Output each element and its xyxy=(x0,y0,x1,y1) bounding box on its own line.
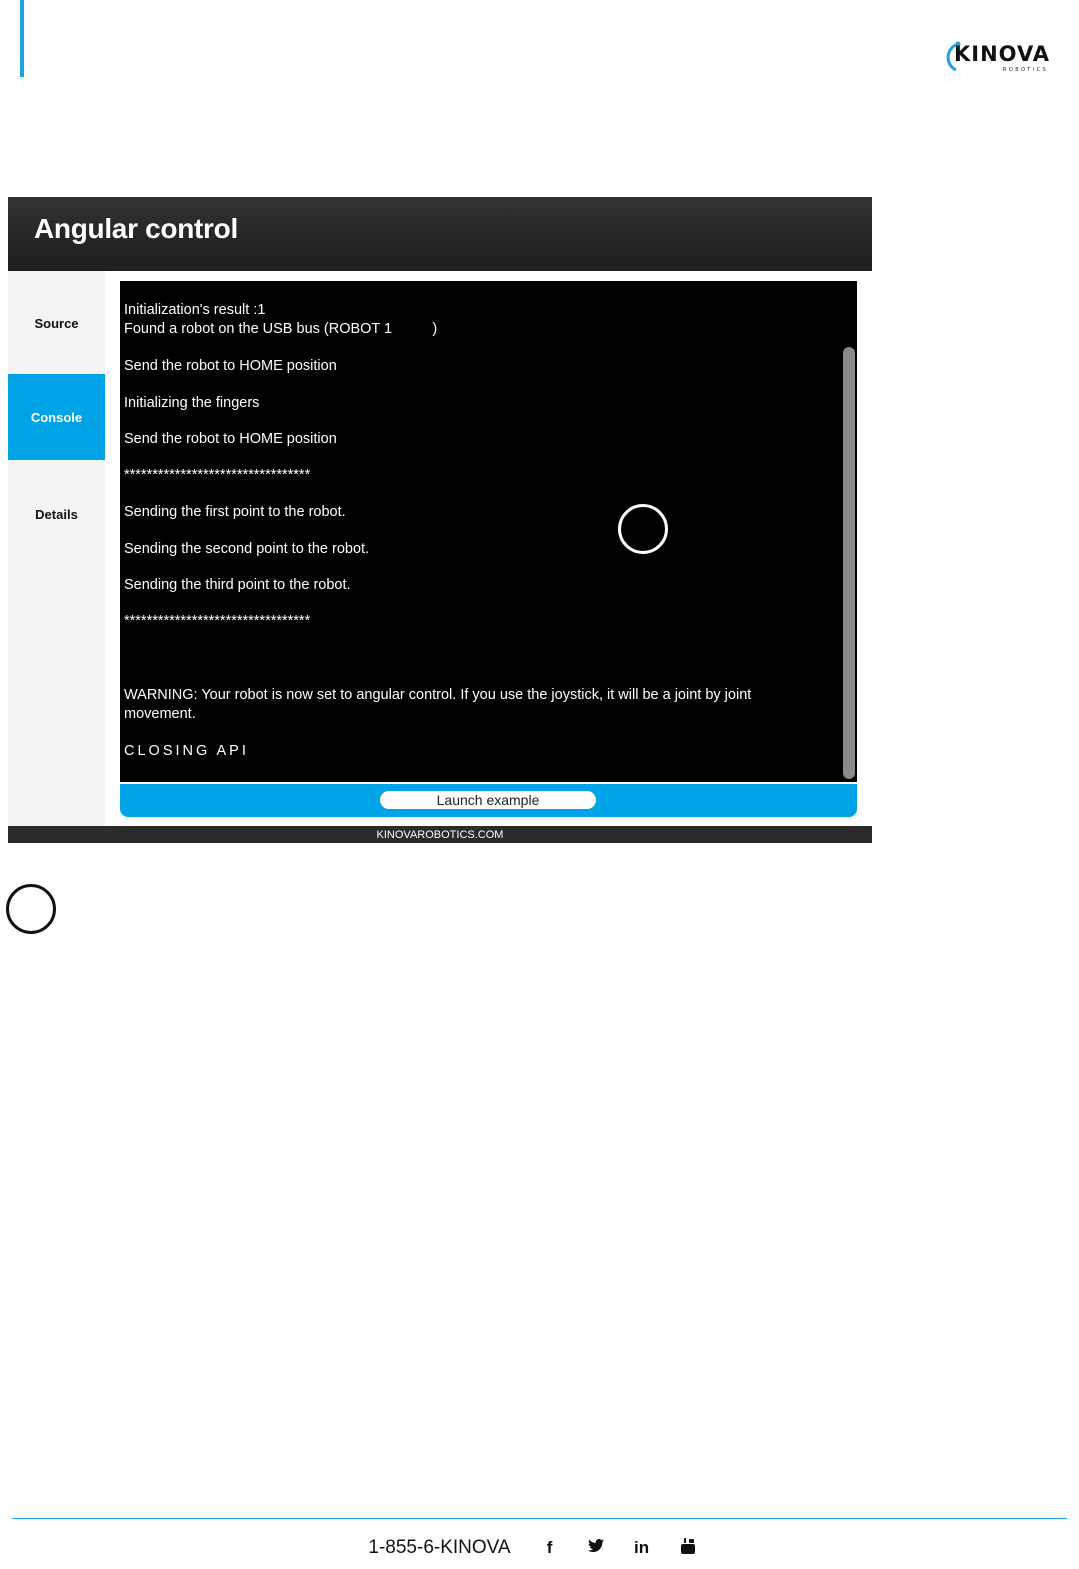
console-line: CLOSING API xyxy=(124,743,249,759)
console-warning: WARNING: Your robot is now set to angular control. If you use the joystick, it will be a joint by joint movement. xyxy=(124,687,752,722)
console-line: ********************************* xyxy=(124,467,311,483)
sidebar xyxy=(8,271,105,826)
console-line: Sending the second point to the robot. xyxy=(124,541,370,557)
console-line: Initialization's result :1 xyxy=(124,302,266,318)
linkedin-icon[interactable]: in xyxy=(634,1538,650,1557)
app-window xyxy=(8,197,872,843)
app-header xyxy=(8,197,872,271)
phone-number: 1-855-6-KINOVA xyxy=(368,1537,511,1558)
app-footer: KINOVAROBOTICS.COM xyxy=(8,826,872,843)
console-scrollbar[interactable] xyxy=(843,347,855,779)
logo-wordmark: KINOVA xyxy=(954,42,1051,66)
kinova-logo xyxy=(942,40,1060,80)
app-title: Angular control xyxy=(34,213,238,244)
sidebar-item-details[interactable] xyxy=(8,471,105,557)
console-line: Send the robot to HOME position xyxy=(124,358,337,374)
console-line: Sending the third point to the robot. xyxy=(124,577,351,593)
top-accent-bar xyxy=(20,0,24,77)
circle-marker-icon xyxy=(6,884,56,934)
console-output xyxy=(120,281,857,782)
console-line: Found a robot on the USB bus (ROBOT 1 ) xyxy=(124,321,438,337)
twitter-icon[interactable] xyxy=(573,1538,619,1558)
launch-bar xyxy=(120,784,857,817)
footer-divider xyxy=(12,1518,1067,1519)
facebook-icon[interactable]: f xyxy=(546,1538,553,1557)
console-line: Initializing the fingers xyxy=(124,395,260,411)
logo-subtitle: ROBOTICS xyxy=(1003,67,1049,73)
console-line: ********************************* xyxy=(124,613,311,629)
youtube-icon[interactable] xyxy=(665,1537,711,1560)
sidebar-item-label: Details xyxy=(35,506,78,522)
launch-example-button[interactable]: Launch example xyxy=(380,791,596,809)
sidebar-item-label: Console xyxy=(30,409,83,425)
console-line: Send the robot to HOME position xyxy=(124,431,337,447)
sidebar-item-source[interactable] xyxy=(8,280,105,366)
loading-ring-icon xyxy=(618,504,668,554)
console-line: Sending the first point to the robot. xyxy=(124,504,346,520)
sidebar-item-console[interactable] xyxy=(8,374,105,460)
sidebar-item-label: Source xyxy=(34,315,79,331)
page-footer xyxy=(0,1533,1079,1563)
